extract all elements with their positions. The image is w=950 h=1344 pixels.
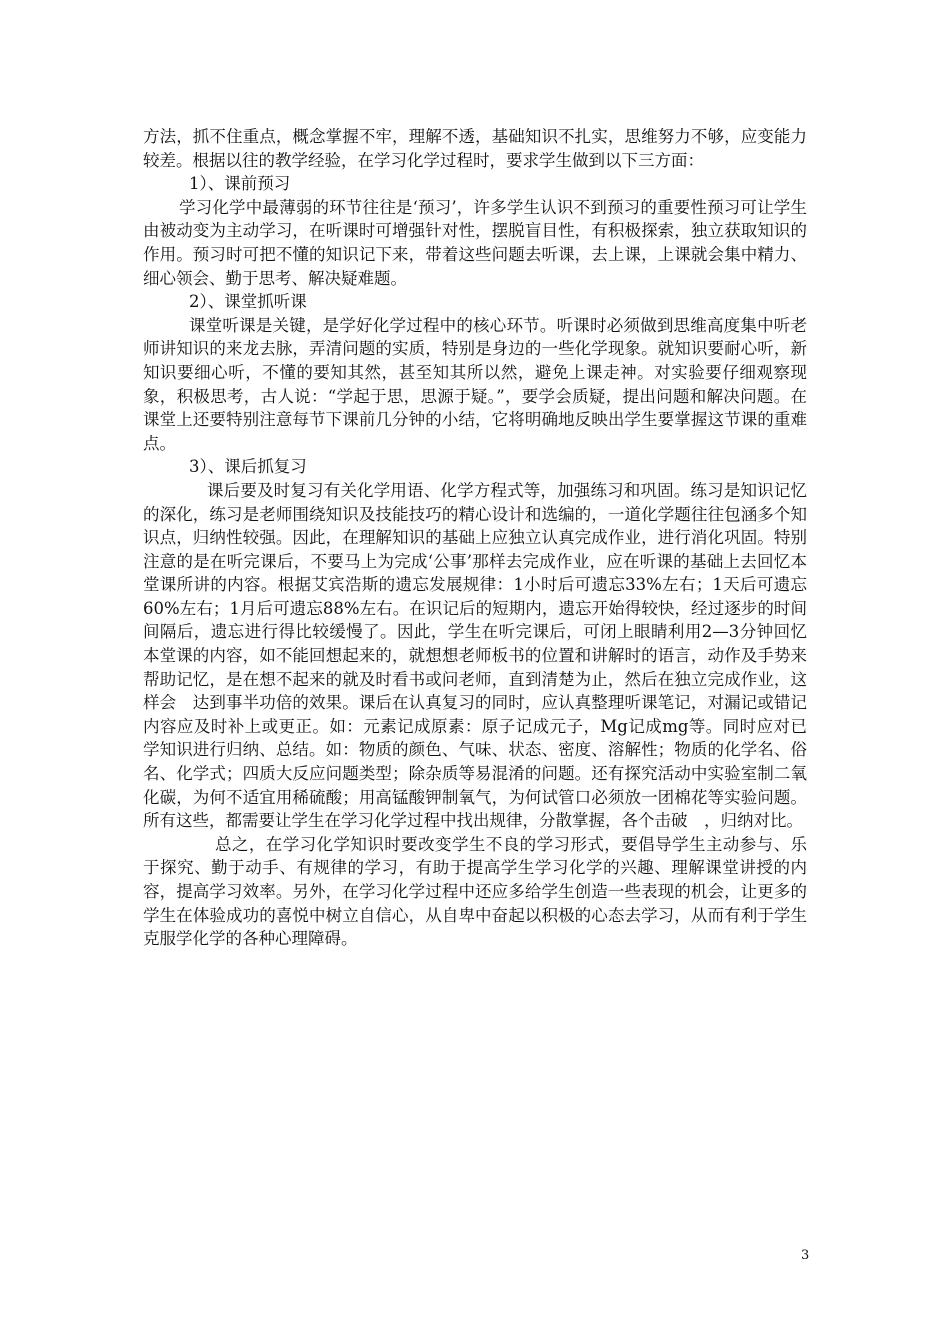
intro-paragraph: 方法，抓不住重点，概念掌握不牢，理解不透，基础知识不扎实，思维努力不够，应变能力较差。根据以往的教学经验，在学习化学过程时，要求学生做到以下三方面： [143,127,807,170]
page-number: 3 [801,1248,810,1263]
preview-paragraph: 学习化学中最薄弱的环节往往是‘预习’，许多学生认识不到预习的重要性预习可让学生由被动变为主动学习，在听课时可增强针对性，摆脱盲目性，有积极探索，独立获取知识的作用。预习时可把不懂的知识记下来，带着这些问题去听课，去上课，上课就会集中精力、细心领会、勤于思考、解决疑难题。 [143,197,807,288]
section-heading-review: 3）、课后抓复习 [189,457,307,477]
section-heading-preview: 1）、课前预习 [189,174,291,194]
listening-paragraph: 课堂听课是关键，是学好化学过程中的核心环节。听课时必须做到思维高度集中听老师讲知识的来龙去脉，弄清问题的实质，特别是身边的一些化学现象。就知识要耐心听，新知识要细心听，不懂的要知其然，甚至知其所以然，避免上课走神。对实验要仔细观察现象，积极思考，古人说：“学起于思，思源于疑。”，要学会质疑，提出问题和解决问题。在课堂上还要特别注意每节下课前几分钟的小结，它将明确地反映出学生要掌握这节课的重难点。 [143,315,807,453]
review-paragraph: 课后要及时复习有关化学用语、化学方程式等，加强练习和巩固。练习是知识记忆的深化，练习是老师围绕知识及技能技巧的精心设计和选编的，一道化学题往往包涵多个知识点，归纳性较强。因此，在理解知识的基础上应独立认真完成作业，进行消化巩固。特别注意的是在听完课后，不要马上为完成‘公事’那样去完成作业，应在听课的基础上去回忆本堂课所讲的内容。根据艾宾浩斯的遗忘发展规律：1小时后可遗忘33%左右；1天后可遗忘60%左右；1月后可遗忘88%左右。在识记后的短期内，遗忘开始得较快，经过逐步的时间间隔后，遗忘进行得比较缓慢了。因此，学生在听完课后，可闭上眼睛利用2—3分钟回忆本堂课的内容，如不能回想起来的，就想想老师板书的位置和讲解时的语言，动作及手势来帮助记忆，是在想不起来的就及时看书或问老师，直到清楚为止，然后在独立完成作业，这样会 达到事半功倍的效果。课后在认真复习的同时，应认真整理听课笔记，对漏记或错记内容应及时补上或更正。如：元素记成原素：原子记成元子，Mg记成mg等。同时应对已学知识进行归纳、总结。如：物质的颜色、气味、状态、密度、溶解性；物质的化学名、俗名、化学式；四质大反应问题类型；除杂质等易混淆的问题。还有探究活动中实验室制二氧化碳，为何不适宜用稀硫酸；用高锰酸钾制氧气，为何试管口必须放一团棉花等实验问题。所有这些，都需要让学生在学习化学过程中找出规律，分散掌握，各个击破 ，归纳对比。 [143,480,807,831]
section-heading-listening: 2）、课堂抓听课 [189,292,307,312]
conclusion-paragraph: 总之，在学习化学知识时要改变学生不良的学习形式，要倡导学生主动参与、乐于探究、勤于动手、有规律的学习，有助于提高学生学习化学的兴趣、理解课堂讲授的内容，提高学习效率。另外，在学习化学过程中还应多给学生创造一些表现的机会，让更多的学生在体验成功的喜悦中树立自信心，从自卑中奋起以积极的心态去学习，从而有利于学生克服学化学的各种心理障碍。 [143,834,807,949]
document-body [143,125,807,951]
